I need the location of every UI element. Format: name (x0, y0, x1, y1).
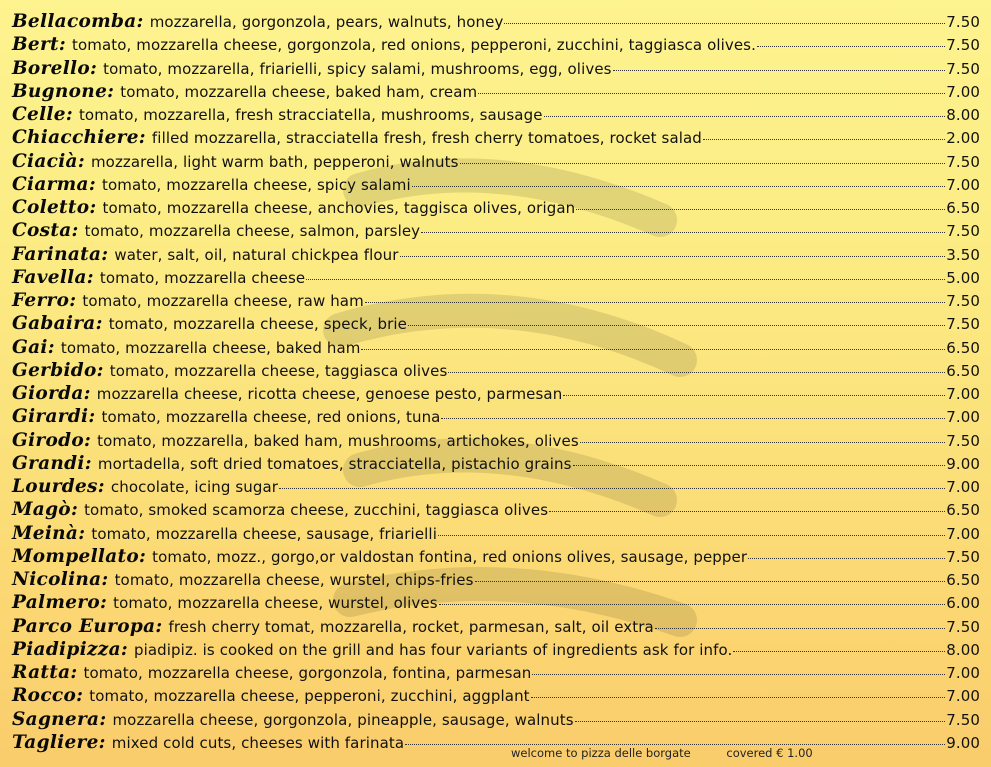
item-description: tomato, mozzarella cheese, gorgonzola, fontina, parmesan (83, 664, 532, 682)
dot-leader (504, 23, 945, 24)
item-name: Parco Europa: (12, 615, 163, 637)
dot-leader (573, 465, 946, 466)
item-name: Costa: (12, 220, 79, 242)
item-name: Celle: (12, 104, 73, 125)
item-description: tomato, mozzarella, friarielli, spicy salami, mushrooms, egg, olives (103, 59, 612, 78)
item-price: 7.00 (946, 664, 980, 682)
item-description: tomato, mozz., gorgo,or valdostan fontina, red onions olives, sausage, pepper (152, 547, 748, 566)
item-description: mozzarella, light warm bath, pepperoni, walnuts (90, 152, 459, 171)
item-description: tomato, mozzarella cheese, pepperoni, zucchini, aggplant (89, 687, 530, 706)
item-name: Gai: (12, 336, 55, 358)
dot-leader (757, 46, 945, 47)
item-name: Ciarma: (12, 173, 96, 195)
item-price: 6.50 (946, 338, 980, 357)
item-name: Piadipizza: (12, 638, 128, 660)
menu-item (12, 81, 980, 104)
dot-leader (405, 744, 945, 745)
dot-leader (460, 163, 946, 164)
menu-item (12, 244, 980, 267)
dot-leader (575, 721, 946, 722)
item-description: tomato, mozzarella cheese, sausage, friarielli (91, 524, 437, 543)
item-price: 6.50 (946, 361, 980, 380)
footer (511, 746, 813, 760)
menu-item (12, 220, 980, 243)
item-price: 7.50 (946, 59, 980, 78)
item-name: Ciacià: (12, 150, 85, 172)
item-price: 9.00 (946, 733, 980, 752)
dot-leader (531, 697, 946, 698)
menu-item (12, 616, 980, 639)
item-price: 6.50 (946, 571, 980, 589)
item-price: 6.50 (946, 501, 980, 520)
dot-leader (733, 651, 945, 652)
menu-item (12, 11, 980, 34)
item-description: tomato, mozzarella cheese, salmon, parsley (84, 222, 421, 241)
menu-item (12, 174, 980, 197)
dot-leader (400, 256, 946, 257)
dot-leader (549, 511, 945, 512)
item-price: 7.50 (946, 13, 980, 31)
menu-item (12, 313, 980, 336)
item-name: Coletto: (12, 197, 97, 218)
menu-item (12, 453, 980, 476)
item-name: Ferro: (12, 290, 77, 311)
item-name: Nicolina: (12, 569, 109, 590)
item-name: Giorda: (12, 383, 91, 404)
menu-item (12, 639, 980, 662)
item-price: 5.00 (946, 268, 980, 287)
item-price: 7.50 (946, 315, 980, 334)
dot-leader (306, 279, 945, 280)
dot-leader (361, 349, 945, 350)
item-description: water, salt, oil, natural chickpea flour (114, 245, 399, 264)
item-name: Gabaira: (12, 313, 103, 335)
menu-item (12, 732, 980, 755)
item-description: tomato, mozzarella cheese, red onions, tuna (101, 408, 441, 427)
item-price: 7.50 (946, 710, 980, 729)
item-description: mixed cold cuts, cheeses with farinata (111, 733, 405, 752)
item-description: tomato, mozzarella cheese, baked ham (60, 338, 361, 357)
item-name: Meinà: (12, 522, 86, 544)
item-name: Grandi: (12, 452, 92, 474)
menu-item (12, 569, 980, 592)
item-name: Palmero: (12, 592, 108, 614)
dot-leader (580, 442, 945, 443)
item-description: chocolate, icing sugar (110, 478, 279, 496)
item-price: 7.00 (946, 408, 980, 427)
item-name: Gerbido: (12, 359, 104, 381)
item-price: 7.00 (946, 385, 980, 403)
welcome-text: welcome to pizza delle borgate (511, 746, 691, 760)
dot-leader (576, 209, 945, 210)
item-description: tomato, mozzarella, baked ham, mushrooms, artichokes, olives (97, 431, 579, 450)
item-description: tomato, mozzarella cheese, spicy salami (101, 175, 411, 194)
dot-leader (421, 232, 945, 233)
menu-item (12, 104, 980, 127)
item-description: tomato, mozzarella cheese, raw ham (82, 292, 364, 310)
item-price: 7.50 (946, 617, 980, 636)
item-price: 7.50 (946, 152, 980, 171)
dot-leader (563, 395, 945, 396)
item-description: tomato, mozzarella cheese, taggiasca olives (109, 361, 448, 380)
item-price: 7.00 (946, 478, 980, 496)
item-name: Bert: (12, 34, 67, 56)
dot-leader (408, 325, 945, 326)
menu-item (12, 151, 980, 174)
item-price: 7.50 (946, 547, 980, 566)
item-description: mortadella, soft dried tomatoes, stracciatella, pistachio grains (97, 454, 572, 473)
dot-leader (475, 581, 946, 582)
menu-item (12, 546, 980, 569)
cover-charge: covered € 1.00 (726, 746, 813, 760)
dot-leader (478, 93, 945, 94)
dot-leader (438, 535, 945, 536)
menu-item (12, 709, 980, 732)
item-price: 6.50 (946, 199, 980, 217)
item-name: Girodo: (12, 429, 92, 451)
menu-item (12, 337, 980, 360)
dot-leader (441, 418, 945, 419)
item-description: piadipiz. is cooked on the grill and has four variants of ingredients ask for info. (133, 640, 733, 659)
item-description: tomato, mozzarella cheese, gorgonzola, red onions, pepperoni, zucchini, taggiasca olives. (72, 36, 756, 55)
item-price: 3.50 (946, 245, 980, 264)
item-price: 7.50 (946, 431, 980, 450)
item-price: 6.00 (946, 594, 980, 613)
item-price: 7.00 (946, 524, 980, 543)
dot-leader (448, 372, 945, 373)
item-price: 8.00 (946, 106, 980, 124)
menu-item (12, 430, 980, 453)
item-description: tomato, mozzarella cheese (99, 268, 306, 287)
item-price: 9.00 (946, 454, 980, 473)
item-name: Bellacomba: (12, 11, 144, 32)
menu-item (12, 523, 980, 546)
item-description: mozzarella cheese, gorgonzola, pineapple, sausage, walnuts (112, 710, 574, 729)
dot-leader (703, 139, 945, 140)
dot-leader (655, 628, 945, 629)
dot-leader (279, 488, 945, 489)
item-price: 7.50 (946, 222, 980, 241)
item-description: tomato, mozzarella, fresh stracciatella, mushrooms, sausage (78, 106, 543, 124)
menu-item (12, 592, 980, 615)
item-description: fresh cherry tomat, mozzarella, rocket, parmesan, salt, oil extra (168, 617, 654, 636)
item-description: tomato, mozzarella cheese, anchovies, taggisca olives, origan (102, 199, 576, 217)
item-description: tomato, smoked scamorza cheese, zucchini, taggiasca olives (84, 501, 549, 520)
dot-leader (412, 186, 945, 187)
dot-leader (365, 302, 945, 303)
item-description: tomato, mozzarella cheese, speck, brie (108, 315, 407, 334)
dot-leader (439, 604, 946, 605)
item-price: 7.50 (946, 292, 980, 310)
menu-item (12, 127, 980, 150)
item-price: 7.00 (946, 82, 980, 101)
item-description: tomato, mozzarella cheese, wurstel, chips-fries (114, 571, 474, 589)
menu-item (12, 197, 980, 220)
item-price: 8.00 (946, 640, 980, 659)
menu-item (12, 58, 980, 81)
dot-leader (748, 558, 945, 559)
item-name: Farinata: (12, 243, 109, 265)
item-description: mozzarella cheese, ricotta cheese, genoese pesto, parmesan (96, 385, 563, 403)
item-name: Favella: (12, 266, 94, 288)
menu-item (12, 360, 980, 383)
item-name: Rocco: (12, 685, 84, 707)
dot-leader (532, 674, 945, 675)
menu-list (12, 11, 980, 755)
item-name: Sagnera: (12, 708, 107, 730)
item-name: Ratta: (12, 662, 78, 683)
menu-item (12, 499, 980, 522)
item-description: mozzarella, gorgonzola, pears, walnuts, honey (149, 13, 504, 31)
menu-item (12, 406, 980, 429)
item-name: Lourdes: (12, 476, 105, 497)
item-name: Magò: (12, 499, 79, 521)
item-price: 7.00 (946, 687, 980, 706)
item-price: 2.00 (946, 129, 980, 148)
item-description: filled mozzarella, stracciatella fresh, fresh cherry tomatoes, rocket salad (151, 129, 702, 148)
item-name: Tagliere: (12, 731, 106, 753)
menu-item (12, 290, 980, 313)
item-name: Girardi: (12, 406, 96, 428)
item-description: tomato, mozzarella cheese, wurstel, olives (113, 594, 438, 613)
menu-item (12, 662, 980, 685)
item-name: Bugnone: (12, 80, 115, 102)
dot-leader (544, 116, 946, 117)
item-price: 7.00 (946, 175, 980, 194)
item-name: Chiacchiere: (12, 127, 146, 149)
dot-leader (613, 70, 946, 71)
menu-item (12, 34, 980, 57)
item-name: Mompellato: (12, 545, 147, 567)
menu-item (12, 267, 980, 290)
menu-item (12, 476, 980, 499)
item-price: 7.50 (946, 36, 980, 55)
item-name: Borello: (12, 57, 98, 79)
menu-item (12, 685, 980, 708)
item-description: tomato, mozzarella cheese, baked ham, cream (120, 82, 478, 101)
menu-item (12, 383, 980, 406)
